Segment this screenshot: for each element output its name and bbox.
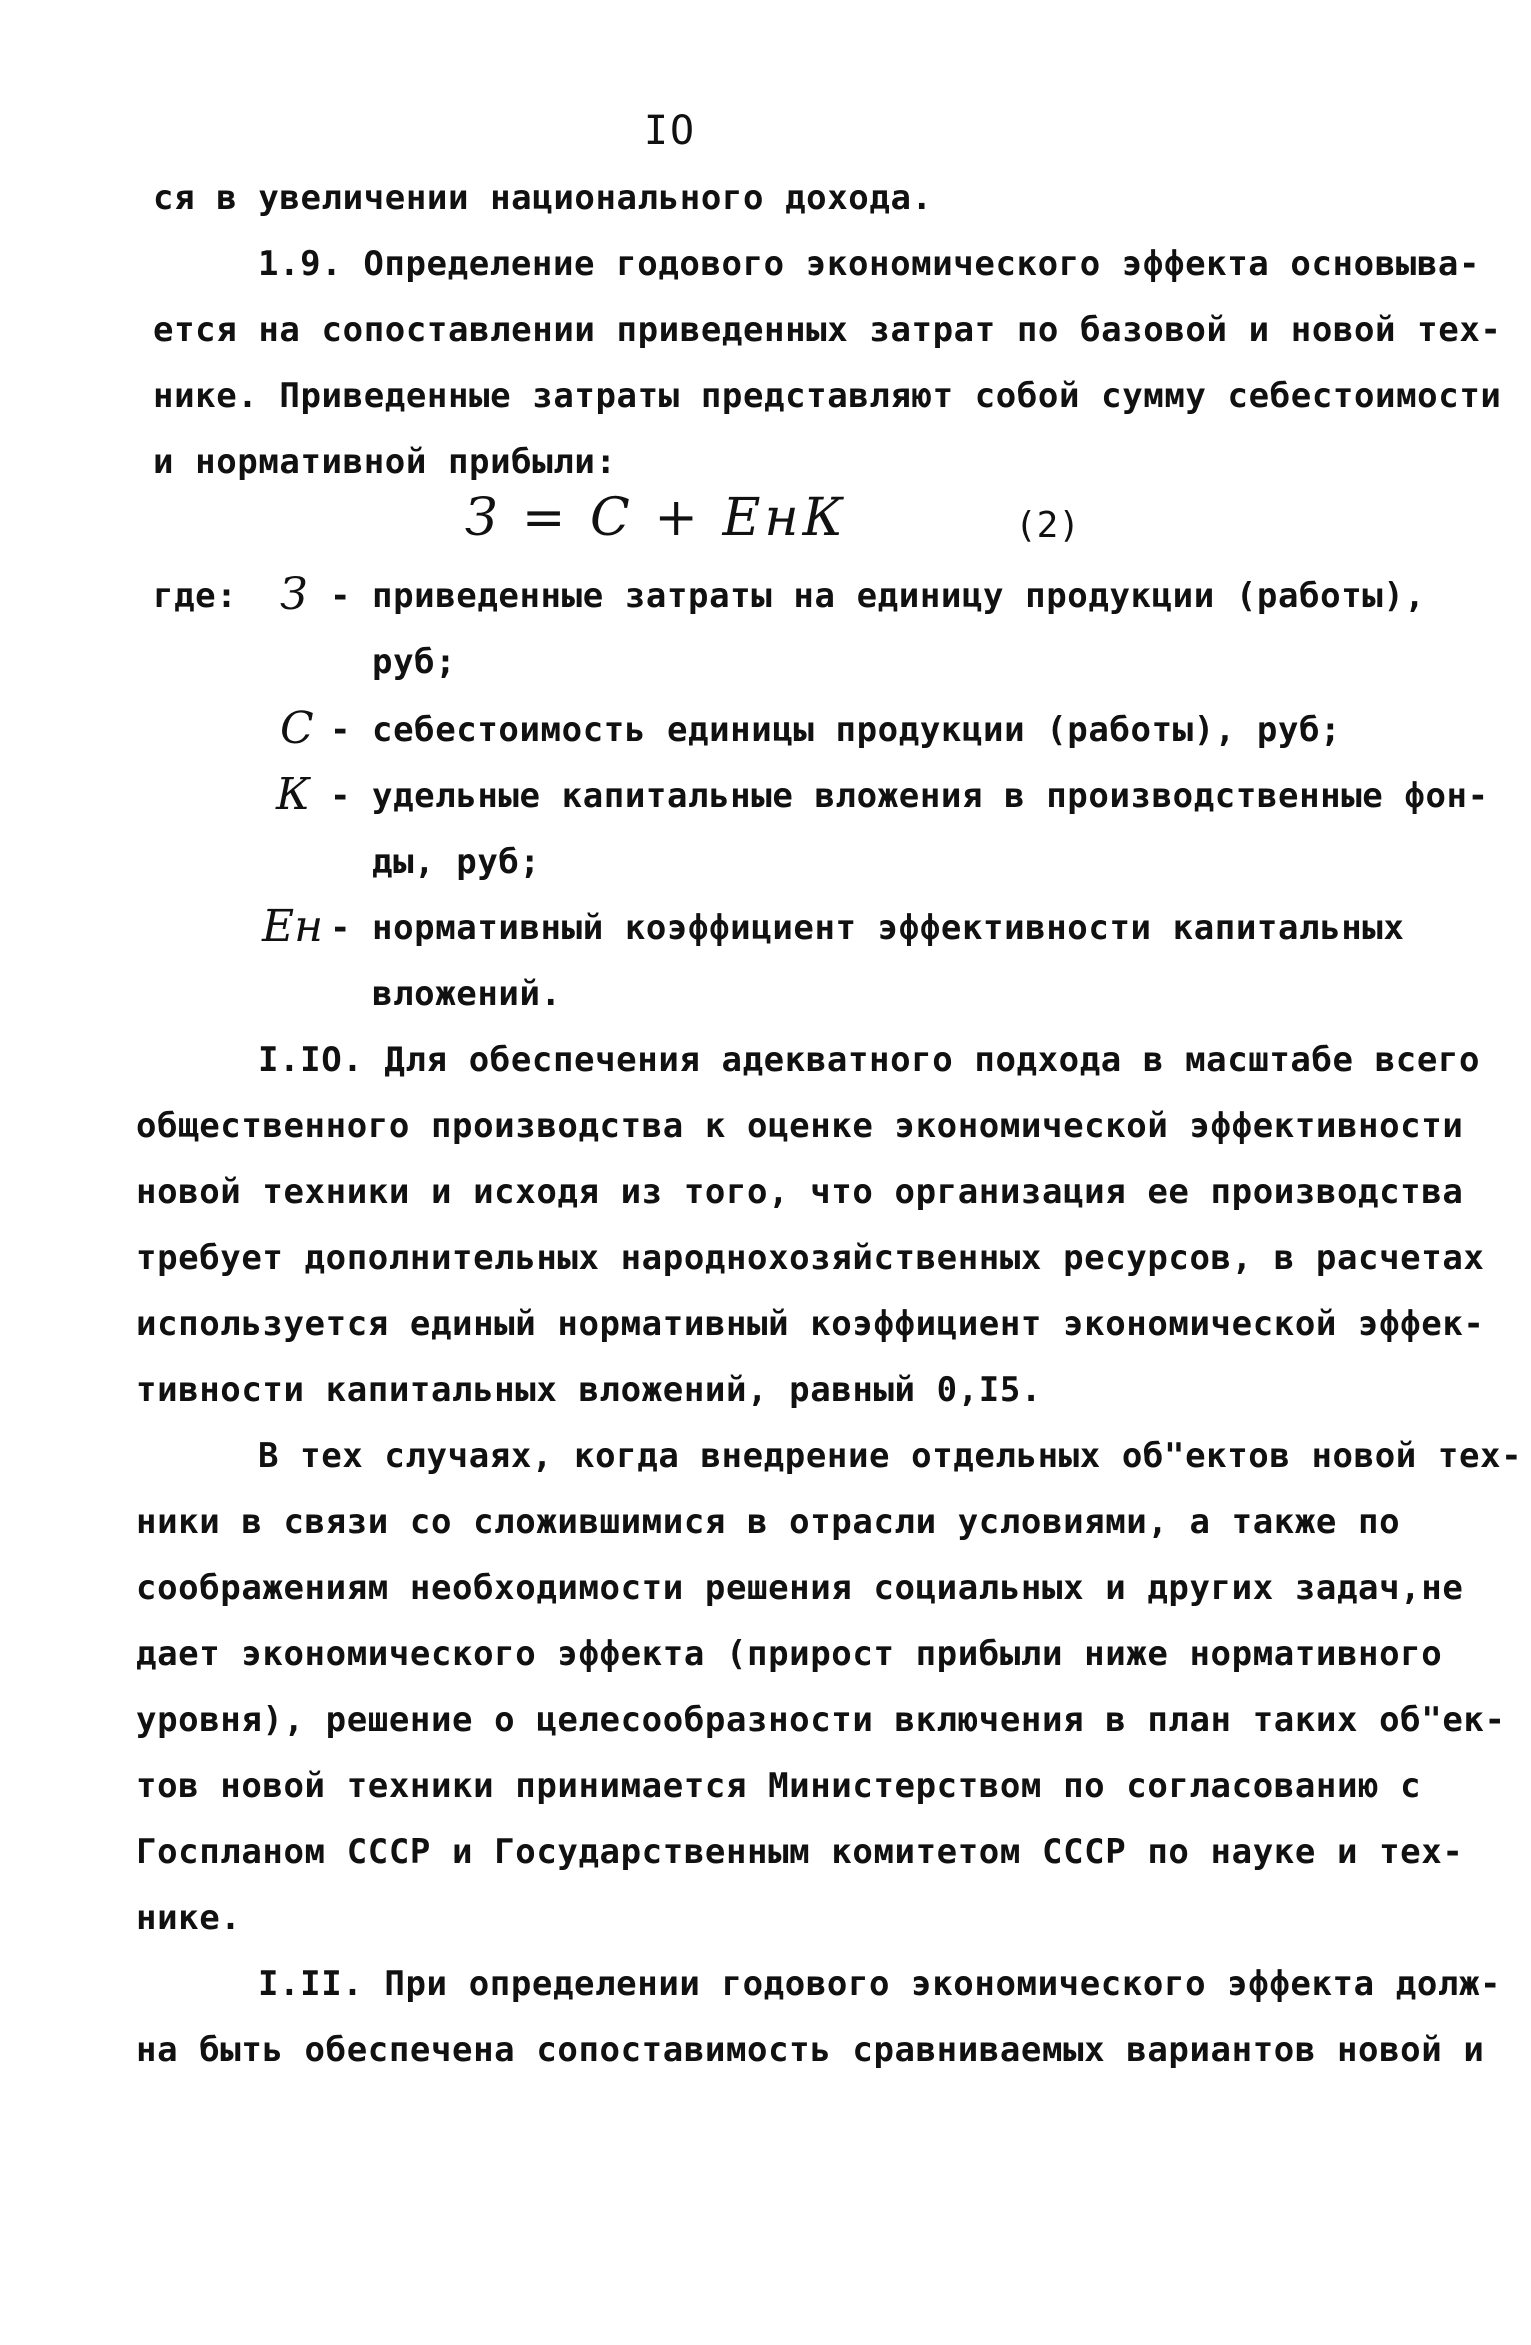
text-line: ся в увеличении национального дохода. <box>153 178 933 218</box>
definition-dash: - <box>330 776 351 816</box>
text-line: общественного производства к оценке экономической эффективности <box>136 1106 1464 1146</box>
text-line: тивности капитальных вложений, равный 0,I5. <box>136 1370 1042 1410</box>
definition-text: приведенные затраты на единицу продукции (работы), <box>372 576 1426 616</box>
definition-dash: - <box>330 576 351 616</box>
text-line: на быть обеспечена сопоставимость сравниваемых вариантов новой и <box>136 2030 1485 2070</box>
definition-symbol: Ен <box>262 901 324 952</box>
text-line: ется на сопоставлении приведенных затрат по базовой и новой тех- <box>153 310 1502 350</box>
definition-text: нормативный коэффициент эффективности капитальных <box>372 908 1405 948</box>
text-line: ники в связи со сложившимися в отрасли условиями, а также по <box>136 1502 1401 1542</box>
text-line: Госпланом СССР и Государственным комитетом СССР по науке и тех- <box>136 1832 1464 1872</box>
definition-symbol: К <box>276 769 311 820</box>
definition-text: удельные капитальные вложения в производственные фон- <box>372 776 1489 816</box>
definition-dash: - <box>330 908 351 948</box>
definition-dash: - <box>330 710 351 750</box>
definition-text: вложений. <box>372 974 562 1014</box>
formula-number: (2) <box>1015 505 1081 546</box>
text-line: требует дополнительных народнохозяйственных ресурсов, в расчетах <box>136 1238 1485 1278</box>
definition-symbol: С <box>280 703 314 754</box>
text-line: I.II. При определении годового экономического эффекта долж- <box>258 1964 1502 2004</box>
definition-text: ды, руб; <box>372 842 541 882</box>
text-line: уровня), решение о целесообразности включения в план таких об"ек- <box>136 1700 1506 1740</box>
text-line: В тех случаях, когда внедрение отдельных об"ектов новой тех- <box>258 1436 1523 1476</box>
text-line: используется единый нормативный коэффициент экономической эффек- <box>136 1304 1485 1344</box>
text-line: нике. <box>136 1898 242 1938</box>
text-line: новой техники и исходя из того, что организация ее производства <box>136 1172 1464 1212</box>
text-line: 1.9. Определение годового экономического эффекта основыва- <box>258 244 1481 284</box>
where-label: где: <box>153 576 238 616</box>
text-line: дает экономического эффекта (прирост прибыли ниже нормативного <box>136 1634 1443 1674</box>
text-line: соображениям необходимости решения социальных и других задач,не <box>136 1568 1464 1608</box>
page-number: IO <box>643 108 697 154</box>
text-line: и нормативной прибыли: <box>153 442 617 482</box>
text-line: тов новой техники принимается Министерством по согласованию с <box>136 1766 1422 1806</box>
definition-symbol: З <box>280 569 308 620</box>
text-line: нике. Приведенные затраты представляют собой сумму себестоимости <box>153 376 1502 416</box>
definition-text: руб; <box>372 642 457 682</box>
formula: З = С + ЕнК <box>465 488 847 548</box>
definition-text: себестоимость единицы продукции (работы), руб; <box>372 710 1342 750</box>
text-line: I.IO. Для обеспечения адекватного подхода в масштабе всего <box>258 1040 1481 1080</box>
